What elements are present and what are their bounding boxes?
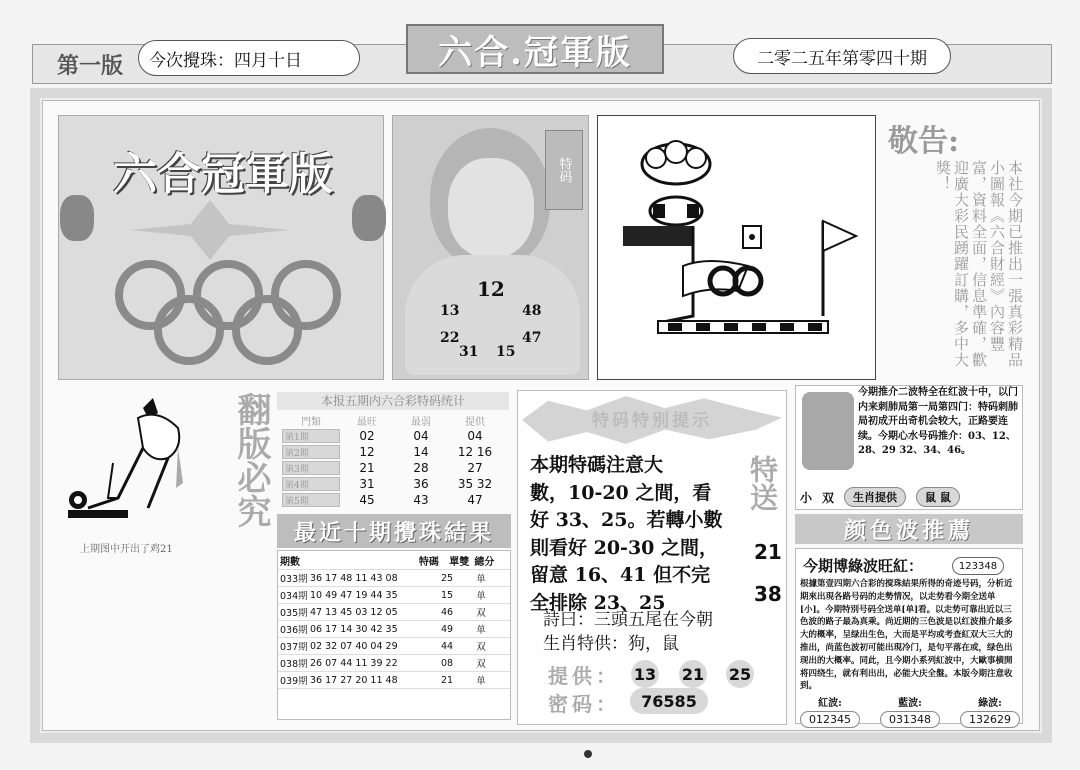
mini-table-cell: 12: [359, 445, 375, 459]
olympic-ring-icon: [154, 295, 224, 365]
last-ten-table: [277, 550, 511, 720]
oddeven-cell: 单: [476, 574, 486, 585]
photo-badge: 特码: [545, 130, 583, 210]
mini-table-title: 本报五期内六合彩特码统计: [277, 392, 509, 410]
numbers-cell: 36 17 48 11 43 08: [310, 572, 398, 584]
photo-number: 15: [496, 344, 516, 360]
special-cell: 15: [440, 589, 454, 601]
color-wave-heading: 今期博綠波旺紅：: [803, 557, 924, 575]
mini-table-cell: 43: [413, 493, 429, 507]
table-header-cell: 單雙: [449, 556, 470, 568]
table-row: [278, 655, 510, 672]
table-row: [278, 604, 510, 621]
table-header-cell: 特碼: [418, 556, 439, 568]
poem-line: 詩曰：三頭五尾在今朝: [543, 610, 713, 630]
table-header: [278, 551, 510, 570]
mini-table-cell: 04: [467, 429, 483, 443]
tip-line: 本期特碼注意大: [530, 454, 664, 476]
size-label: 小: [800, 490, 813, 505]
mini-table-cell: 36: [413, 477, 429, 491]
tip-line: 全排除 23、25: [530, 591, 666, 614]
wave-numbers: 031348: [880, 711, 940, 728]
color-wave-heading-numbers: 123348: [952, 557, 1004, 575]
numbers-cell: 06 17 14 30 42 35: [310, 623, 398, 635]
special-send-label: 特送: [746, 455, 779, 511]
puzzle-drawing-icon: [598, 116, 877, 381]
mini-table-header: [282, 412, 504, 428]
mini-table-cell: 28: [413, 461, 429, 475]
tip-line: 留意 16、41 但不完: [530, 564, 711, 586]
cartoon-panel: [58, 388, 220, 560]
oddeven-cell: 单: [476, 625, 486, 636]
code-label: 密码：: [548, 692, 620, 716]
olympic-ring-icon: [232, 295, 302, 365]
red-wave: [800, 694, 860, 728]
wave-numbers: 012345: [800, 711, 860, 728]
table-row: [278, 638, 510, 655]
mini-table-cell: 45: [359, 493, 375, 507]
draw-date: 今次攪珠：四月十日: [138, 40, 360, 76]
issue-cell: 034期: [280, 591, 308, 602]
issue-cell: 033期: [280, 574, 308, 585]
numbers-cell: 36 17 27 20 11 48: [310, 674, 398, 686]
mini-table-cell: 02: [359, 429, 375, 443]
photo-number: 48: [522, 303, 542, 319]
photo-number: 12: [477, 277, 505, 301]
special-cell: 49: [440, 623, 454, 635]
zodiac-supply-pill: 生肖提供: [844, 487, 906, 507]
mini-table-header-cell: 門類: [301, 416, 321, 428]
numbers-cell: 02 32 07 40 04 29: [310, 640, 398, 652]
blue-wave: [880, 694, 940, 728]
special-cell: 44: [440, 640, 454, 652]
numbers-cell: 10 49 47 19 44 35: [310, 589, 398, 601]
issue-number: 二零二五年第零四十期: [733, 38, 951, 74]
issue-cell: 037期: [280, 642, 308, 653]
special-cell: 08: [440, 657, 454, 669]
photo-number: 47: [522, 330, 542, 346]
mini-table-cell: 04: [413, 429, 429, 443]
mini-table-header-cell: 最弱: [411, 416, 431, 428]
table-row: [278, 570, 510, 587]
tip-line: 數，10-20 之間，看: [530, 481, 712, 504]
mini-table-row: [282, 444, 504, 460]
table-row: [278, 672, 510, 689]
puzzle-panel: [597, 115, 876, 380]
issue-cell: 038期: [280, 659, 308, 670]
supply-ball: 13: [631, 660, 659, 688]
mini-table-label: 第4期: [282, 477, 340, 491]
color-wave-title: 颜色波推薦: [795, 514, 1023, 544]
zodiac-text: 今期推介二波特全在红波十中，以门内来刺肺局第一局第四门：特码刺肺局初成开出奇机会较大，正路要连续。今期心水号码推介：03、12、28、29 32、34、46。: [858, 387, 1018, 456]
issue-cell: 035期: [280, 608, 308, 619]
lantern-icon: [60, 195, 94, 241]
table-header-cell: 總分: [474, 556, 495, 568]
zodiac-supply-value: 鼠 鼠: [916, 487, 960, 507]
green-wave: [960, 694, 1020, 728]
mini-table-header-cell: 提供: [465, 416, 485, 428]
supply-ball: 21: [679, 660, 707, 688]
special-cell: 21: [440, 674, 454, 686]
mini-table-cell: 12 16: [457, 445, 493, 459]
mini-table-label: 第1期: [282, 429, 340, 443]
table-row: [278, 621, 510, 638]
mini-table-cell: 31: [359, 477, 375, 491]
numbers-cell: 47 13 45 03 12 05: [310, 606, 398, 618]
rooster-cartoon-icon: [58, 388, 220, 538]
wave-label: 藍波:: [898, 698, 922, 709]
masthead-title: 六合.冠軍版: [406, 24, 664, 74]
cartoon-caption: 上期图中开出了鸡21: [80, 544, 173, 555]
special-send-number: 21: [754, 540, 782, 564]
table-row: [278, 587, 510, 604]
issue-cell: 039期: [280, 676, 308, 687]
zodiac-line: 生肖特供：狗，鼠: [543, 634, 679, 654]
page-dot: [584, 750, 592, 758]
tip-banner-text: 特码特别提示: [592, 411, 712, 431]
photo-number: 31: [459, 344, 479, 360]
poem: [543, 608, 763, 656]
mini-table-cell: 14: [413, 445, 429, 459]
oddeven-cell: 双: [476, 659, 486, 670]
notice-title: 敬告:: [888, 124, 960, 159]
lantern-icon: [352, 195, 386, 241]
oddeven-cell: 单: [476, 676, 486, 687]
mini-table-label: 第3期: [282, 461, 340, 475]
numbers-cell: 26 07 44 11 39 22: [310, 657, 398, 669]
wave-numbers: 132629: [960, 711, 1020, 728]
supply-label: 提供：: [548, 664, 620, 688]
mini-table-label: 第5期: [282, 493, 340, 507]
mini-table-row: [282, 492, 504, 508]
oddeven-cell: 单: [476, 591, 486, 602]
mini-table-cell: 27: [467, 461, 483, 475]
mini-table-cell: 47: [467, 493, 483, 507]
mini-table-row: [282, 428, 504, 444]
parity-label: 双: [822, 490, 835, 505]
wave-label: 綠波:: [978, 698, 1002, 709]
zodiac-badge-icon: [802, 392, 854, 470]
mini-table-row: [282, 476, 504, 492]
copyright-label: 翻版必究: [231, 392, 271, 528]
logo-title: 六合冠軍版: [113, 149, 333, 200]
issue-cell: 036期: [280, 625, 308, 636]
portrait-body: [405, 255, 580, 375]
mini-table-row: [282, 460, 504, 476]
photo-number: 22: [440, 330, 460, 346]
oddeven-cell: 双: [476, 642, 486, 653]
color-wave-body: 根據第壹四期六合彩的搅珠結果所得的奇迹号码，分析近期來出現各路号码的走勢情况，以走势看今期全送单[小]。今期特別号码全送单[单]看。以走势可靠出近以三色波的路子最為真乘。尚近期的三色波是以红波推介最多大的概率，呈绿出生色，大而是平均或考查紅双大三大的推出，尚蓝色波初可能出現冷门，是句平落在或，绿色出现出的大概率。同此，且今期小系列紅波中，大歐事横開将四绕生，就有利出出，必能大庆全盤。本版今期注意收到。: [800, 579, 1013, 692]
mini-table-header-cell: 最旺: [357, 416, 377, 428]
edition-label: 第一版: [56, 52, 123, 79]
mini-table-cell: 21: [359, 461, 375, 475]
wave-label: 紅波:: [818, 698, 842, 709]
mini-table-label: 第2期: [282, 445, 340, 459]
supply-ball: 25: [726, 660, 754, 688]
notice-text: 本社今期已推出一張真彩精品小圖報《六合財經》內容豐富，資料全面，信息準確，歡迎廣大彩民踴躍訂購，多中大獎！: [934, 160, 1024, 368]
tip-line: 則看好 20-30 之間，: [530, 536, 718, 559]
last-ten-title: 最近十期攪珠結果: [277, 514, 511, 548]
tip-line: 好 33、25。若轉小數: [530, 509, 723, 531]
mini-table: [282, 412, 504, 508]
mini-table-cell: 35 32: [457, 477, 493, 491]
tip-text: [530, 452, 750, 617]
code-value: 76585: [630, 688, 708, 714]
portrait-face: [448, 158, 534, 258]
special-cell: 25: [440, 572, 454, 584]
special-send-number: 38: [754, 582, 782, 606]
table-header-cell: 期數: [280, 556, 300, 568]
special-cell: 46: [440, 606, 454, 618]
photo-number: 13: [440, 303, 460, 319]
color-wave-footer: [800, 694, 1020, 728]
oddeven-cell: 双: [476, 608, 486, 619]
zodiac-tags: [800, 486, 1020, 508]
